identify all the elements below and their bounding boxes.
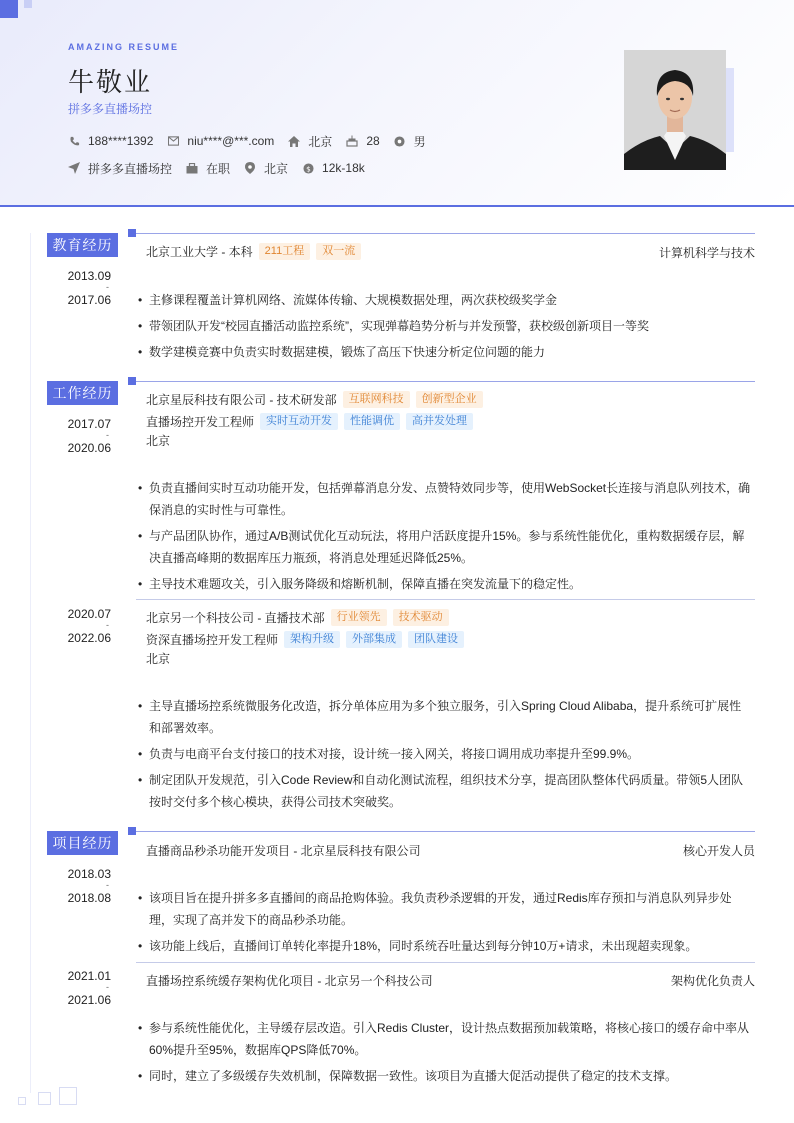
job-company bbox=[146, 391, 483, 408]
project-end-date: 2018.08 bbox=[67, 891, 111, 905]
project-start-date: 2021.01 bbox=[67, 969, 111, 983]
decor-square-medium bbox=[38, 1092, 51, 1105]
project-end-date: 2021.06 bbox=[67, 993, 111, 1007]
section-label-projects: 项目经历 bbox=[47, 831, 118, 855]
job-city: 北京 bbox=[146, 434, 171, 448]
job-company-name: 北京星辰科技有限公司 - 技术研发部 bbox=[146, 393, 337, 407]
skill-tag: 架构升级 bbox=[284, 631, 340, 648]
skill-tag: 性能调优 bbox=[344, 413, 400, 430]
job-end-date: 2022.06 bbox=[67, 631, 111, 645]
list-item: • 制定团队开发规范，引入Code Review和自动化测试流程，组织技术分享，提高团队整体代码质量。带领5人团队按时交付多个核心模块，获得公司技术突破奖。 bbox=[138, 773, 744, 809]
list-item: • 数学建模竞赛中负责实时数据建模，锻炼了高压下快速分析定位问题的能力 bbox=[138, 345, 546, 359]
gender-text: 男 bbox=[413, 134, 426, 149]
job-role-name: 直播场控开发工程师 bbox=[146, 415, 255, 429]
section-divider bbox=[136, 831, 755, 832]
section-marker bbox=[128, 377, 136, 385]
job-intention: 拼多多直播场控 bbox=[68, 102, 153, 116]
job-company-name: 北京另一个科技公司 - 直播技术部 bbox=[146, 611, 325, 625]
date-separator: - bbox=[106, 430, 109, 440]
skill-tag: 高并发处理 bbox=[406, 413, 473, 430]
edu-major: 计算机科学与技术 bbox=[658, 246, 755, 260]
section-marker bbox=[128, 229, 136, 237]
skill-tag: 实时互动开发 bbox=[260, 413, 338, 430]
gender-item bbox=[394, 133, 426, 150]
company-tag: 技术驱动 bbox=[393, 609, 449, 626]
left-rule bbox=[30, 233, 31, 1093]
gender-icon bbox=[394, 135, 406, 147]
job-city: 北京 bbox=[146, 652, 171, 666]
edu-school bbox=[146, 243, 361, 260]
edu-tag: 双一流 bbox=[316, 243, 361, 260]
career-row bbox=[68, 160, 379, 176]
phone-icon bbox=[68, 135, 80, 147]
job-company bbox=[146, 609, 449, 626]
email-item bbox=[167, 134, 274, 148]
svg-text:$: $ bbox=[305, 163, 311, 173]
target-role-item bbox=[68, 160, 172, 177]
job-start-date: 2020.07 bbox=[67, 607, 111, 621]
company-tag: 创新型企业 bbox=[416, 391, 483, 408]
list-item: • 该项目旨在提升拼多多直播间的商品抢购体验。我负责秒杀逻辑的开发，通过Redis库存预扣与消息队列异步处理，实现了高并发下的商品秒杀功能。 bbox=[138, 891, 732, 927]
project-title: 直播场控系统缓存架构优化项目 - 北京另一个科技公司 bbox=[146, 974, 433, 988]
decor-square-large bbox=[59, 1087, 77, 1105]
location-text: 北京 bbox=[264, 161, 289, 176]
home-item bbox=[288, 133, 332, 150]
job-start-date: 2017.07 bbox=[67, 417, 111, 431]
corner-decoration-small bbox=[24, 0, 32, 8]
phone-text: 188****1392 bbox=[88, 134, 154, 148]
age-text: 28 bbox=[366, 134, 380, 148]
home-text: 北京 bbox=[308, 134, 333, 149]
email-text: niu****@***.com bbox=[187, 134, 275, 148]
entry-divider bbox=[136, 962, 755, 963]
status-text: 在职 bbox=[206, 161, 231, 176]
list-item: • 该功能上线后，直播间订单转化率提升18%，同时系统吞吐量达到每分钟10万+请求，未出现超卖现象。 bbox=[138, 939, 698, 953]
age-item bbox=[346, 134, 379, 148]
job-role bbox=[146, 631, 464, 648]
entry-divider bbox=[136, 599, 755, 600]
edu-school-name: 北京工业大学 - 本科 bbox=[146, 245, 253, 259]
skill-tag: 外部集成 bbox=[346, 631, 402, 648]
profile-photo bbox=[624, 50, 726, 170]
home-icon bbox=[288, 135, 300, 147]
salary-text: 12k-18k bbox=[322, 161, 365, 175]
list-item: • 主导技术难题攻关，引入服务降级和熔断机制，保障直播在突发流量下的稳定性。 bbox=[138, 577, 582, 591]
company-tag: 互联网科技 bbox=[343, 391, 410, 408]
skill-tag: 团队建设 bbox=[408, 631, 464, 648]
list-item: • 参与系统性能优化，主导缓存层改造。引入Redis Cluster，设计热点数据预加载策略，将核心接口的缓存命中率从60%提升至95%，数据库QPS降低70%。 bbox=[138, 1021, 750, 1057]
decor-square-small bbox=[18, 1097, 26, 1105]
status-icon bbox=[186, 162, 198, 174]
project-role: 核心开发人员 bbox=[682, 844, 755, 858]
salary-icon bbox=[302, 162, 314, 174]
company-tag: 行业领先 bbox=[331, 609, 387, 626]
list-item: • 负责与电商平台支付接口的技术对接，设计统一接入网关，将接口调用成功率提升至99.9%。 bbox=[138, 747, 640, 761]
salary-item bbox=[302, 161, 365, 175]
date-separator: - bbox=[106, 620, 109, 630]
section-divider bbox=[136, 233, 755, 234]
list-item: • 负责直播间实时互动功能开发，包括弹幕消息分发、点赞特效同步等，使用WebSocket长连接与消息队列技术，确保消息的实时性与可靠性。 bbox=[138, 481, 751, 517]
candidate-name: 牛敬业 bbox=[68, 67, 153, 97]
list-item: • 同时，建立了多级缓存失效机制，保障数据一致性。该项目为直播大促活动提供了稳定的技术支撑。 bbox=[138, 1069, 678, 1083]
send-icon bbox=[68, 162, 80, 174]
list-item: • 主导直播场控系统微服务化改造，拆分单体应用为多个独立服务，引入Spring Cloud Alibaba，提升系统可扩展性和部署效率。 bbox=[138, 699, 742, 735]
job-role-name: 资深直播场控开发工程师 bbox=[146, 633, 279, 647]
job-end-date: 2020.06 bbox=[67, 441, 111, 455]
location-icon bbox=[244, 162, 256, 174]
section-label-education: 教育经历 bbox=[47, 233, 118, 257]
edu-tag: 211工程 bbox=[259, 243, 311, 260]
section-divider bbox=[136, 381, 755, 382]
date-separator: - bbox=[106, 282, 109, 292]
job-role bbox=[146, 413, 473, 430]
list-item: • 主修课程覆盖计算机网络、流媒体传输、大规模数据处理，两次获校级奖学金 bbox=[138, 293, 558, 307]
contact-row bbox=[68, 133, 440, 149]
section-label-work: 工作经历 bbox=[47, 381, 118, 405]
cake-icon bbox=[346, 135, 358, 147]
tagline: AMAZING RESUME bbox=[68, 42, 179, 52]
project-title: 直播商品秒杀功能开发项目 - 北京星辰科技有限公司 bbox=[146, 844, 421, 858]
edu-start-date: 2013.09 bbox=[67, 269, 111, 283]
phone-item bbox=[68, 134, 153, 148]
mail-icon bbox=[167, 135, 179, 147]
list-item: • 带领团队开发“校园直播活动监控系统”，实现弹幕趋势分析与并发预警，获校级创新项目一等奖 bbox=[138, 319, 649, 333]
date-separator: - bbox=[106, 880, 109, 890]
list-item: • 与产品团队协作，通过A/B测试优化互动玩法，将用户活跃度提升15%。参与系统性能优化，重构数据缓存层，解决直播高峰期的数据库压力瓶颈，将消息处理延迟降低25%。 bbox=[138, 529, 745, 565]
status-item bbox=[186, 160, 230, 177]
location-item bbox=[244, 160, 288, 177]
project-start-date: 2018.03 bbox=[67, 867, 111, 881]
target-role-text: 拼多多直播场控 bbox=[88, 161, 173, 176]
date-separator: - bbox=[106, 982, 109, 992]
corner-decoration bbox=[0, 0, 18, 18]
section-marker bbox=[128, 827, 136, 835]
edu-end-date: 2017.06 bbox=[67, 293, 111, 307]
project-role: 架构优化负责人 bbox=[670, 974, 755, 988]
